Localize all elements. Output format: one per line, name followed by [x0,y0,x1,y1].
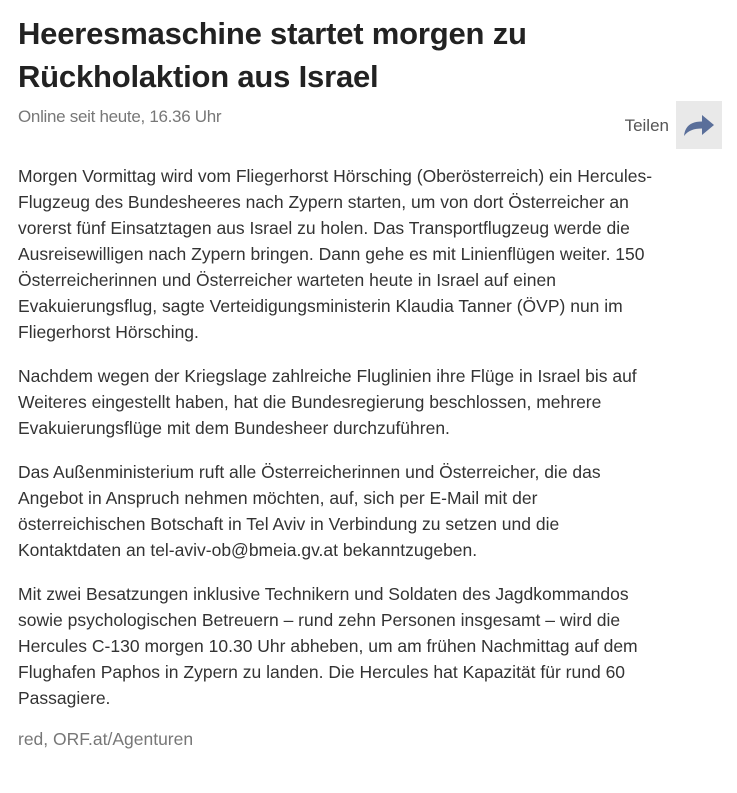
article-headline: Heeresmaschine startet morgen zu Rückholaktion aus Israel [18,16,527,94]
article-paragraph: Mit zwei Besatzungen inklusive Technikern und Soldaten des Jagdkommandos sowie psychologischen Betreuern – rund zehn Personen insgesamt – wird die Hercules C-130 morgen 10.30 Uhr abheben, um am frühen Nachmittag auf dem Flughafen Paphos in Zypern zu landen. Die Hercules hat Kapazität für rund 60 Passagiere. [18,584,638,708]
article-source: red, ORF.at/Agenturen [18,729,194,749]
article-paragraph: Das Außenministerium ruft alle Österreicherinnen und Österreicher, die das Angebot in Anspruch nehmen möchten, auf, sich per E-Mail mit der österreichischen Botschaft in Tel Aviv in Verbindung zu setzen und die Kontaktdaten an tel-aviv-ob@bmeia.gv.at bekanntzugeben. [18,462,601,560]
article-body [18,163,658,711]
share-label[interactable]: Teilen [624,116,669,135]
share-arrow-icon[interactable] [676,101,722,149]
share-arrow-icon-graphic [682,112,716,138]
article-meta-row [18,101,722,159]
publish-timestamp: Online seit heute, 16.36 Uhr [18,107,222,126]
share-button[interactable] [625,101,722,149]
article-paragraph: Nachdem wegen der Kriegslage zahlreiche Fluglinien ihre Flüge in Israel bis auf Weiteres eingestellt haben, hat die Bundesregierung beschlossen, mehrere Evakuierungsflüge mit dem Bundesheer durchzuführen. [18,366,637,438]
article-paragraph: Morgen Vormittag wird vom Fliegerhorst Hörsching (Oberösterreich) ein Hercules-Flugzeug des Bundesheeres nach Zypern starten, um von dort Österreicher an vorerst fünf Einsatztagen aus Israel zu holen. Das Transportflugzeug werde die Ausreisewilligen nach Zypern bringen. Dann gehe es mit Linienflügen weiter. 150 Österreicherinnen und Österreicher warteten heute in Israel auf einen Evakuierungsflug, sagte Verteidigungsministerin Klaudia Tanner (ÖVP) nun im Fliegerhorst Hörsching. [18,166,653,342]
